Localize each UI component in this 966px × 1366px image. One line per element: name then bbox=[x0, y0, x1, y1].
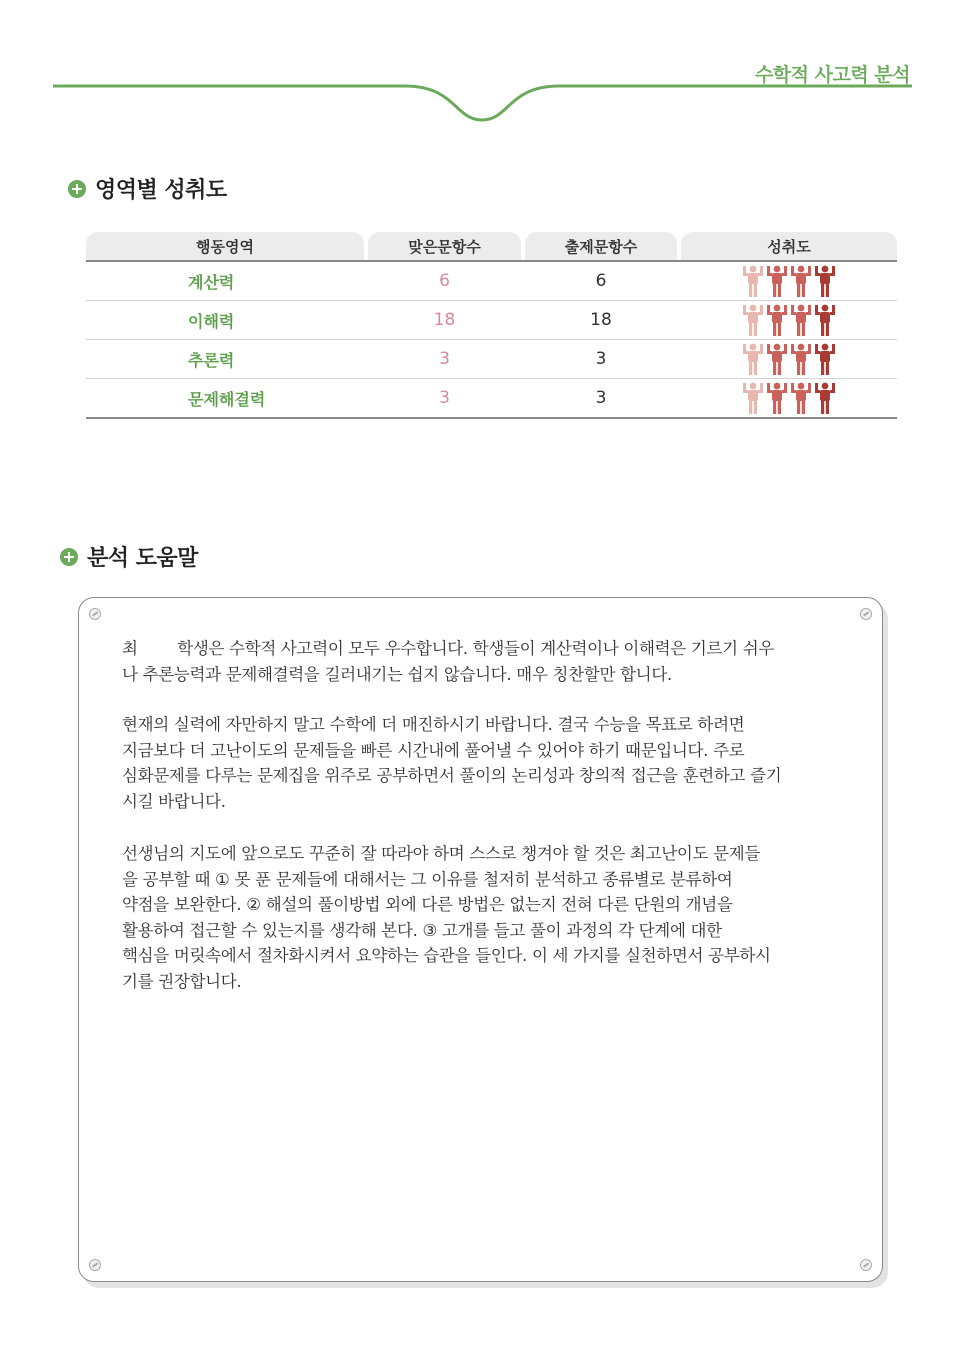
column-header-achievement: 성취도 bbox=[681, 232, 897, 260]
section-achievement-label: 영역별 성취도 bbox=[95, 178, 227, 203]
strongman-icon bbox=[814, 264, 836, 298]
table-row bbox=[86, 379, 897, 419]
analysis-line: 나 추론능력과 문제해결력을 길러내기는 쉽지 않습니다. 매우 칭찬할만 합니다. bbox=[122, 664, 672, 684]
plus-circle-icon bbox=[60, 548, 78, 566]
table-row bbox=[86, 340, 897, 379]
analysis-line: 최 학생은 수학적 사고력이 모두 우수합니다. 학생들이 계산력이나 이해력은 기르기 쉬우 bbox=[122, 639, 775, 658]
analysis-line: 기를 권장합니다. bbox=[122, 971, 242, 991]
table-row bbox=[86, 301, 897, 340]
area-cell: 이해력 bbox=[188, 311, 235, 331]
column-header-total: 출제문항수 bbox=[525, 232, 677, 260]
analysis-line: 현재의 실력에 자만하지 말고 수학에 더 매진하시기 바랍니다. 결국 수능을 목표로 하려면 bbox=[122, 715, 745, 734]
achievement-cell bbox=[681, 262, 897, 300]
table-row bbox=[86, 262, 897, 301]
screw-icon bbox=[860, 1259, 872, 1271]
strongman-icon bbox=[790, 381, 812, 415]
analysis-line: 시길 바랍니다. bbox=[122, 791, 226, 811]
total-count-cell: 3 bbox=[595, 388, 607, 408]
achievement-icons bbox=[742, 264, 836, 298]
analysis-line: 핵심을 머릿속에서 절차화시켜서 요약하는 습관을 들인다. 이 세 가지를 실천하면서 공부하시 bbox=[122, 946, 771, 966]
correct-count-cell: 18 bbox=[433, 310, 456, 330]
strongman-icon bbox=[766, 264, 788, 298]
strongman-icon bbox=[742, 303, 764, 337]
analysis-paragraph-3 bbox=[122, 841, 842, 995]
achievement-cell bbox=[681, 340, 897, 378]
strongman-icon bbox=[814, 342, 836, 376]
screw-icon bbox=[860, 608, 872, 620]
section-achievement-title bbox=[68, 173, 227, 204]
analysis-paragraph-2 bbox=[122, 712, 842, 814]
area-cell: 문제해결력 bbox=[188, 389, 266, 409]
analysis-line: 약점을 보완한다. ② 해설의 풀이방법 외에 다른 방법은 없는지 전혀 다른 단원의 개념을 bbox=[122, 895, 733, 915]
analysis-paragraph-1 bbox=[122, 636, 842, 687]
column-header-correct: 맞은문항수 bbox=[368, 232, 521, 260]
correct-count-cell: 3 bbox=[439, 388, 450, 408]
column-header-area: 행동영역 bbox=[86, 232, 364, 260]
header-divider bbox=[0, 80, 966, 130]
total-count-cell: 18 bbox=[590, 310, 612, 330]
table-header bbox=[86, 232, 897, 260]
achievement-icons bbox=[742, 303, 836, 337]
strongman-icon bbox=[742, 264, 764, 298]
analysis-line: 심화문제를 다루는 문제집을 위주로 공부하면서 풀이의 논리성과 창의적 접근을 훈련하고 즐기 bbox=[122, 766, 782, 786]
strongman-icon bbox=[766, 381, 788, 415]
achievement-cell bbox=[681, 301, 897, 339]
correct-count-cell: 3 bbox=[439, 349, 450, 369]
strongman-icon bbox=[790, 303, 812, 337]
strongman-icon bbox=[790, 264, 812, 298]
section-analysis-label: 분석 도움말 bbox=[87, 546, 198, 571]
analysis-line: 활용하여 접근할 수 있는지를 생각해 본다. ③ 고개를 들고 풀이 과정의 각 단계에 대한 bbox=[122, 920, 722, 940]
correct-count-cell: 6 bbox=[439, 271, 450, 291]
strongman-icon bbox=[814, 381, 836, 415]
area-cell: 계산력 bbox=[188, 272, 235, 292]
section-analysis-title bbox=[60, 541, 198, 572]
strongman-icon bbox=[742, 342, 764, 376]
screw-icon bbox=[89, 1259, 101, 1271]
achievement-table bbox=[86, 232, 897, 419]
strongman-icon bbox=[742, 381, 764, 415]
strongman-icon bbox=[814, 303, 836, 337]
area-cell: 추론력 bbox=[188, 350, 235, 370]
strongman-icon bbox=[766, 342, 788, 376]
analysis-line: 지금보다 더 고난이도의 문제들을 빠른 시간내에 풀어낼 수 있어야 하기 때문입니다. 주로 bbox=[122, 740, 745, 760]
total-count-cell: 6 bbox=[595, 271, 607, 291]
strongman-icon bbox=[790, 342, 812, 376]
strongman-icon bbox=[766, 303, 788, 337]
page-header-title: 수학적 사고력 분석 bbox=[754, 64, 910, 86]
analysis-line: 을 공부할 때 ① 못 푼 문제들에 대해서는 그 이유를 철저히 분석하고 종류별로 분류하여 bbox=[122, 869, 733, 889]
analysis-line: 선생님의 지도에 앞으로도 꾸준히 잘 따라야 하며 스스로 챙겨야 할 것은 최고난이도 문제들 bbox=[122, 844, 760, 863]
analysis-box bbox=[78, 597, 883, 1282]
screw-icon bbox=[89, 608, 101, 620]
plus-circle-icon bbox=[68, 180, 86, 198]
achievement-cell bbox=[681, 379, 897, 417]
achievement-icons bbox=[742, 381, 836, 415]
total-count-cell: 3 bbox=[595, 349, 607, 369]
achievement-icons bbox=[742, 342, 836, 376]
